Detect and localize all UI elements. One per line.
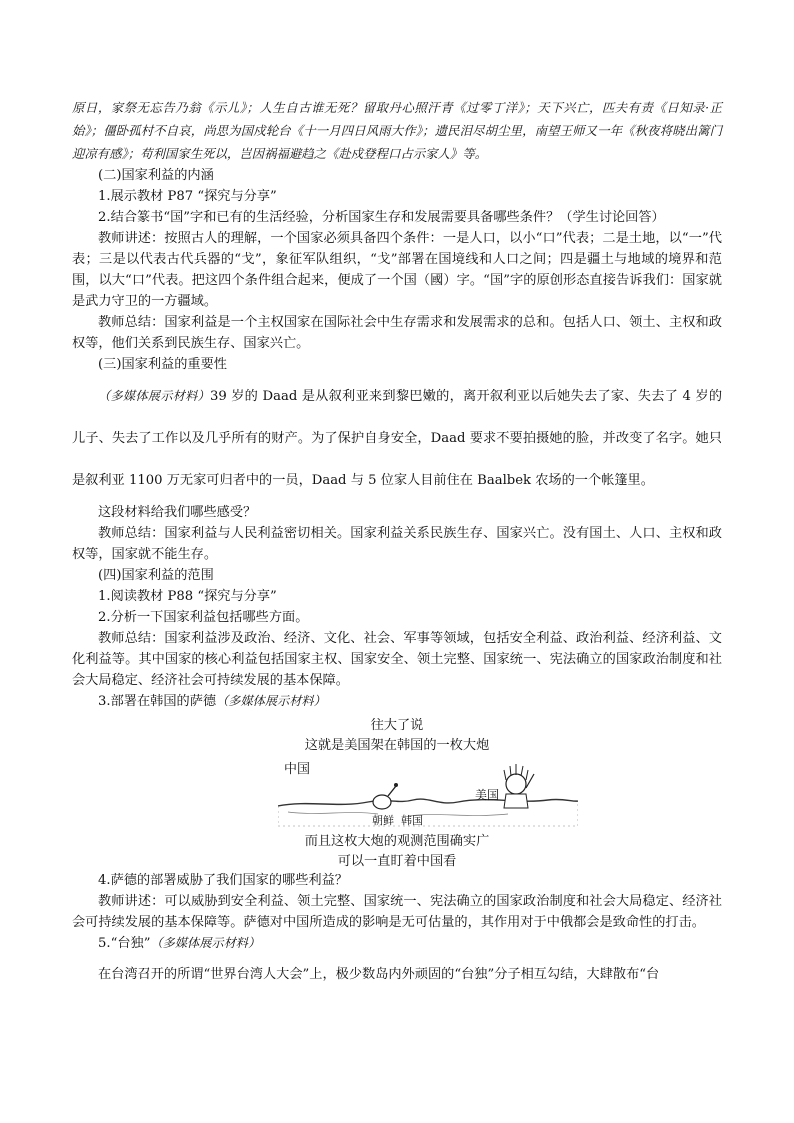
teacher-summary-1: 教师总结：国家利益是一个主权国家在国际社会中生存需求和发展需求的总和。包括人口、领土、主权和政权等，他们关系到民族生存、国家兴亡。	[72, 315, 722, 351]
media-text: 39 岁的 Daad 是从叙利亚来到黎巴嫩的，离开叙利亚以后她失去了家、失去了 4 岁的儿子、失去了工作以及几乎所有的财产。为了保护自身安全，Daad 要求不要拍摄她的脸，并改变了名字。她只是叙利亚 1100 万无家可归者中的一员，Daad 与 5 位家人目前住在 Baalbek 农场的一个帐篷里。	[72, 389, 723, 488]
teacher-summary-2: 教师总结：国家利益与人民利益密切相关。国家利益关系民族生存、国家兴亡。没有国土、人口、主权和政权等，国家就不能生存。	[72, 526, 722, 562]
document-body	[72, 96, 722, 996]
media-label: （多媒体展示材料）	[98, 389, 210, 403]
cartoon-map-illustration	[278, 756, 578, 828]
section-heading-4: (四)国家利益的范围	[98, 568, 214, 583]
step-5	[72, 691, 722, 712]
step-1: 1.展示教材 P87 “探究与分享”	[98, 189, 277, 204]
cartoon-caption-top-1: 往大了说	[370, 717, 424, 732]
poem-paragraph: 原日，家祭无忘告乃翁《示儿》；人生自古谁无死？留取丹心照汗青《过零丁洋》；天下兴亡，匹夫有责《日知录·正始》；僵卧孤村不自哀，尚思为国戍轮台《十一月四日风雨大作》；遗民泪尽胡尘里，南望王师又一年《秋夜将晓出篱门迎凉有感》；苟利国家生死以，岂因祸福避趋之《赴戍登程口占示家人》等。	[72, 100, 722, 161]
cartoon-caption-bottom-1: 而且这枚大炮的观测范围确实广	[304, 833, 490, 848]
cartoon-caption-bottom-2: 可以一直盯着中国看	[337, 853, 457, 868]
step-2: 2.结合篆书“国”字和已有的生活经验，分析国家生存和发展需要具备哪些条件？（学生讨论回答）	[98, 210, 665, 225]
step-7	[72, 933, 722, 954]
step-7-label: （多媒体展示材料）	[150, 936, 261, 950]
section-heading-3: (三)国家利益的重要性	[98, 357, 227, 372]
media-material-1	[72, 375, 722, 502]
teacher-summary-3: 教师总结：国家利益涉及政治、经济、文化、社会、军事等领域，包括安全利益、政治利益、经济利益、文化利益等。其中国家的核心利益包括国家主权、国家安全、领土完整、国家统一、宪法确立的国家政治制度和社会大局稳定、经济社会可持续发展的基本保障。	[72, 631, 722, 688]
cartoon-label-usa: 美国	[475, 788, 500, 802]
cartoon-label-china: 中国	[284, 762, 311, 777]
teacher-explanation-2: 教师讲述：可以威胁到安全利益、领土完整、国家统一、宪法确立的国家政治制度和社会大局稳定、经济社会可持续发展的基本保障等。萨德对中国所造成的影响是无可估量的，其作用对于中俄都会是致命性的打击。	[72, 894, 722, 930]
thaad-cannon-icon	[373, 783, 398, 809]
step-6: 4.萨德的部署威胁了我们国家的哪些利益？	[98, 873, 348, 888]
cartoon-caption-top-2: 这就是美国架在韩国的一枚大炮	[304, 737, 490, 752]
step-7-text: 5.“台独”	[98, 936, 151, 951]
step-5-text: 3.部署在韩国的萨德	[98, 694, 217, 709]
step-5-label: （多媒体展示材料）	[216, 694, 326, 708]
step-4: 2.分析一下国家利益包括哪些方面。	[98, 610, 309, 625]
step-3: 1.阅读教材 P88 “探究与分享”	[98, 589, 277, 604]
question-1: 这段材料给我们哪些感受？	[98, 505, 257, 520]
teacher-explanation-1: 教师讲述：按照古人的理解，一个国家必须具备四个条件：一是人口，以小“口”代表；二是土地，以“一”代表；三是以代表古代兵器的“戈”，象征军队组织，“戈”部署在国境线和人口之间；四是疆土与地域的境界和范围，以大“口”代表。把这四个条件组合起来，便成了一个国（國）字。“国”字的原创形态直接告诉我们：国家就是武力守卫的一方疆域。	[72, 231, 722, 309]
section-heading-2: (二)国家利益的内涵	[98, 168, 214, 183]
media-material-2: 在台湾召开的所谓“世界台湾人大会”上，极少数岛内外顽固的“台独”分子相互勾结，大肆散布“台	[98, 967, 660, 982]
cartoon-label-korea: 朝鲜 韩国	[372, 814, 423, 827]
thaad-cartoon	[72, 714, 722, 870]
